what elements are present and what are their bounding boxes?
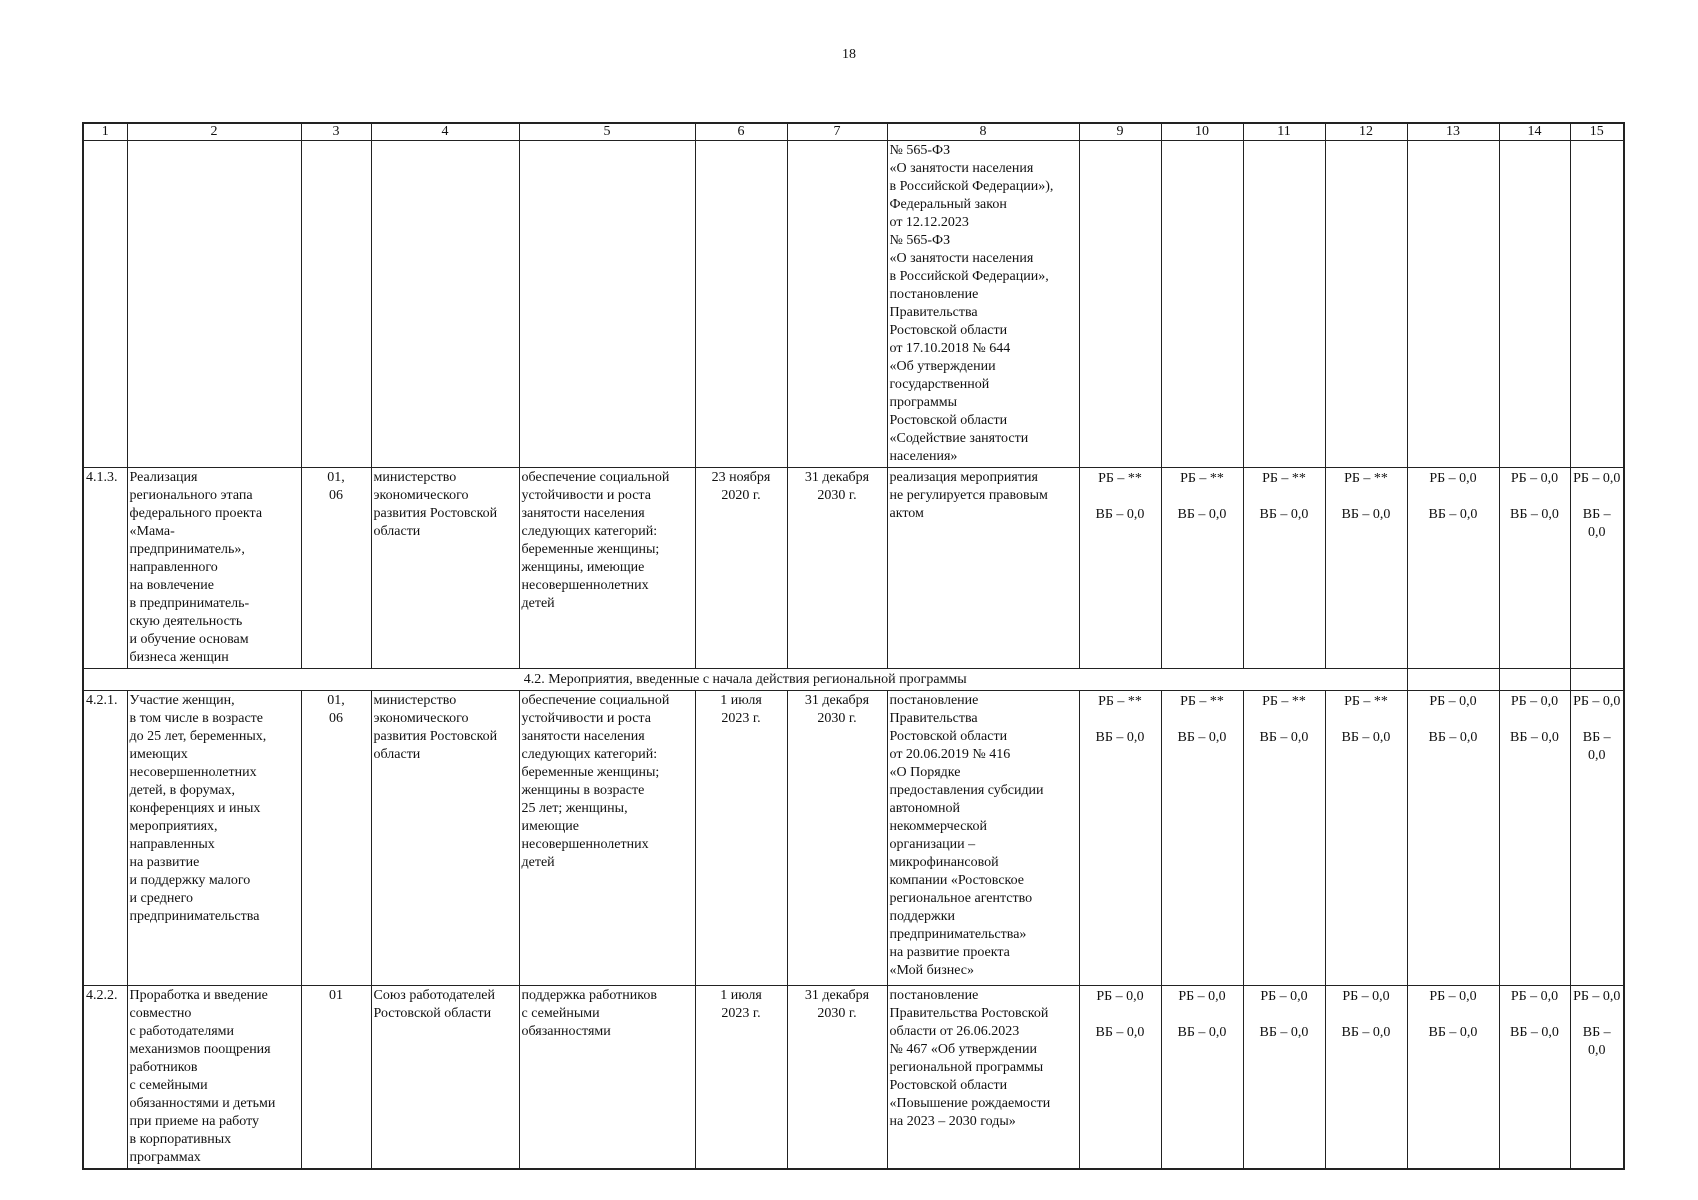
funding-cell: РБ – 0,0 ВБ – 0,0 [1570, 468, 1624, 669]
continuation-row [83, 141, 1624, 468]
table-row [83, 691, 1624, 986]
col-header: 1 [83, 123, 127, 141]
code-cell: 01 [301, 986, 371, 1170]
section-heading-row [83, 669, 1624, 691]
funding-cell: РБ – 0,0 ВБ – 0,0 [1161, 986, 1243, 1170]
funding-cell: РБ – 0,0 ВБ – 0,0 [1499, 986, 1570, 1170]
funding-cell: РБ – ** ВБ – 0,0 [1079, 691, 1161, 986]
funding-cell: РБ – ** ВБ – 0,0 [1161, 691, 1243, 986]
col-header: 12 [1325, 123, 1407, 141]
result-cell: поддержка работников с семейными обязанностями [519, 986, 695, 1170]
funding-cell: РБ – ** ВБ – 0,0 [1079, 468, 1161, 669]
section-title: 4.2. Мероприятия, введенные с начала действия региональной программы [83, 669, 1407, 691]
code-cell: 01, 06 [301, 691, 371, 986]
table-row [83, 468, 1624, 669]
measure-name: Участие женщин, в том числе в возрасте до 25 лет, беременных, имеющих несовершеннолетних детей, в форумах, конференциях и иных мероприятиях, направленных на развитие и поддержку малого и среднего предпринимательства [127, 691, 301, 986]
funding-cell: РБ – 0,0 ВБ – 0,0 [1407, 468, 1499, 669]
end-date: 31 декабря 2030 г. [787, 468, 887, 669]
measures-table [82, 122, 1625, 1170]
funding-cell: РБ – 0,0 ВБ – 0,0 [1499, 691, 1570, 986]
executor-cell: Союз работодателей Ростовской области [371, 986, 519, 1170]
column-number-row [83, 123, 1624, 141]
executor-cell: министерство экономического развития Ростовской области [371, 468, 519, 669]
funding-cell: РБ – 0,0 ВБ – 0,0 [1499, 468, 1570, 669]
row-number: 4.2.2. [83, 986, 127, 1170]
funding-cell: РБ – 0,0 ВБ – 0,0 [1407, 691, 1499, 986]
col-header: 2 [127, 123, 301, 141]
col-header: 7 [787, 123, 887, 141]
col-header: 10 [1161, 123, 1243, 141]
col-header: 4 [371, 123, 519, 141]
start-date: 23 ноября 2020 г. [695, 468, 787, 669]
col-header: 14 [1499, 123, 1570, 141]
funding-cell: РБ – ** ВБ – 0,0 [1243, 468, 1325, 669]
legal-act-cell: постановление Правительства Ростовской области от 20.06.2019 № 416 «О Порядке предоставления субсидии автономной некоммерческой организации – микрофинансовой компании «Ростовское региональное агентство поддержки предпринимательства» на развитие проекта «Мой бизнес» [887, 691, 1079, 986]
funding-cell: РБ – 0,0 ВБ – 0,0 [1325, 986, 1407, 1170]
table-row [83, 986, 1624, 1170]
legal-act-cell: № 565-ФЗ «О занятости населения в Российской Федерации»), Федеральный закон от 12.12.2023 № 565-ФЗ «О занятости населения в Российской Федерации», постановление Правительства Ростовской области от 17.10.2018 № 644 «Об утверждении государственной программы Ростовской области «Содействие занятости населения» [887, 141, 1079, 468]
row-number: 4.2.1. [83, 691, 127, 986]
measure-name: Проработка и введение совместно с работодателями механизмов поощрения работников с семейными обязанностями и детьми при приеме на работу в корпоративных программах [127, 986, 301, 1170]
col-header: 5 [519, 123, 695, 141]
col-header: 15 [1570, 123, 1624, 141]
col-header: 3 [301, 123, 371, 141]
start-date: 1 июля 2023 г. [695, 986, 787, 1170]
result-cell: обеспечение социальной устойчивости и роста занятости населения следующих категорий: беременные женщины; женщины, имеющие несовершеннолетних детей [519, 468, 695, 669]
executor-cell: министерство экономического развития Ростовской области [371, 691, 519, 986]
legal-act-cell: реализация мероприятия не регулируется правовым актом [887, 468, 1079, 669]
funding-cell: РБ – ** ВБ – 0,0 [1161, 468, 1243, 669]
end-date: 31 декабря 2030 г. [787, 691, 887, 986]
row-number: 4.1.3. [83, 468, 127, 669]
col-header: 11 [1243, 123, 1325, 141]
code-cell: 01, 06 [301, 468, 371, 669]
legal-act-cell: постановление Правительства Ростовской области от 26.06.2023 № 467 «Об утверждении региональной программы Ростовской области «Повышение рождаемости на 2023 – 2030 годы» [887, 986, 1079, 1170]
funding-cell: РБ – ** ВБ – 0,0 [1243, 691, 1325, 986]
funding-cell: РБ – 0,0 ВБ – 0,0 [1243, 986, 1325, 1170]
funding-cell: РБ – 0,0 ВБ – 0,0 [1570, 986, 1624, 1170]
start-date: 1 июля 2023 г. [695, 691, 787, 986]
col-header: 8 [887, 123, 1079, 141]
result-cell: обеспечение социальной устойчивости и роста занятости населения следующих категорий: беременные женщины; женщины в возрасте 25 лет; женщины, имеющие несовершеннолетних детей [519, 691, 695, 986]
col-header: 13 [1407, 123, 1499, 141]
col-header: 9 [1079, 123, 1161, 141]
funding-cell: РБ – ** ВБ – 0,0 [1325, 691, 1407, 986]
col-header: 6 [695, 123, 787, 141]
funding-cell: РБ – ** ВБ – 0,0 [1325, 468, 1407, 669]
measure-name: Реализация регионального этапа федерального проекта «Мама- предприниматель», направленного на вовлечение в предприниматель- скую деятельность и обучение основам бизнеса женщин [127, 468, 301, 669]
funding-cell: РБ – 0,0 ВБ – 0,0 [1570, 691, 1624, 986]
funding-cell: РБ – 0,0 ВБ – 0,0 [1407, 986, 1499, 1170]
end-date: 31 декабря 2030 г. [787, 986, 887, 1170]
funding-cell: РБ – 0,0 ВБ – 0,0 [1079, 986, 1161, 1170]
page-number: 18 [842, 47, 856, 62]
